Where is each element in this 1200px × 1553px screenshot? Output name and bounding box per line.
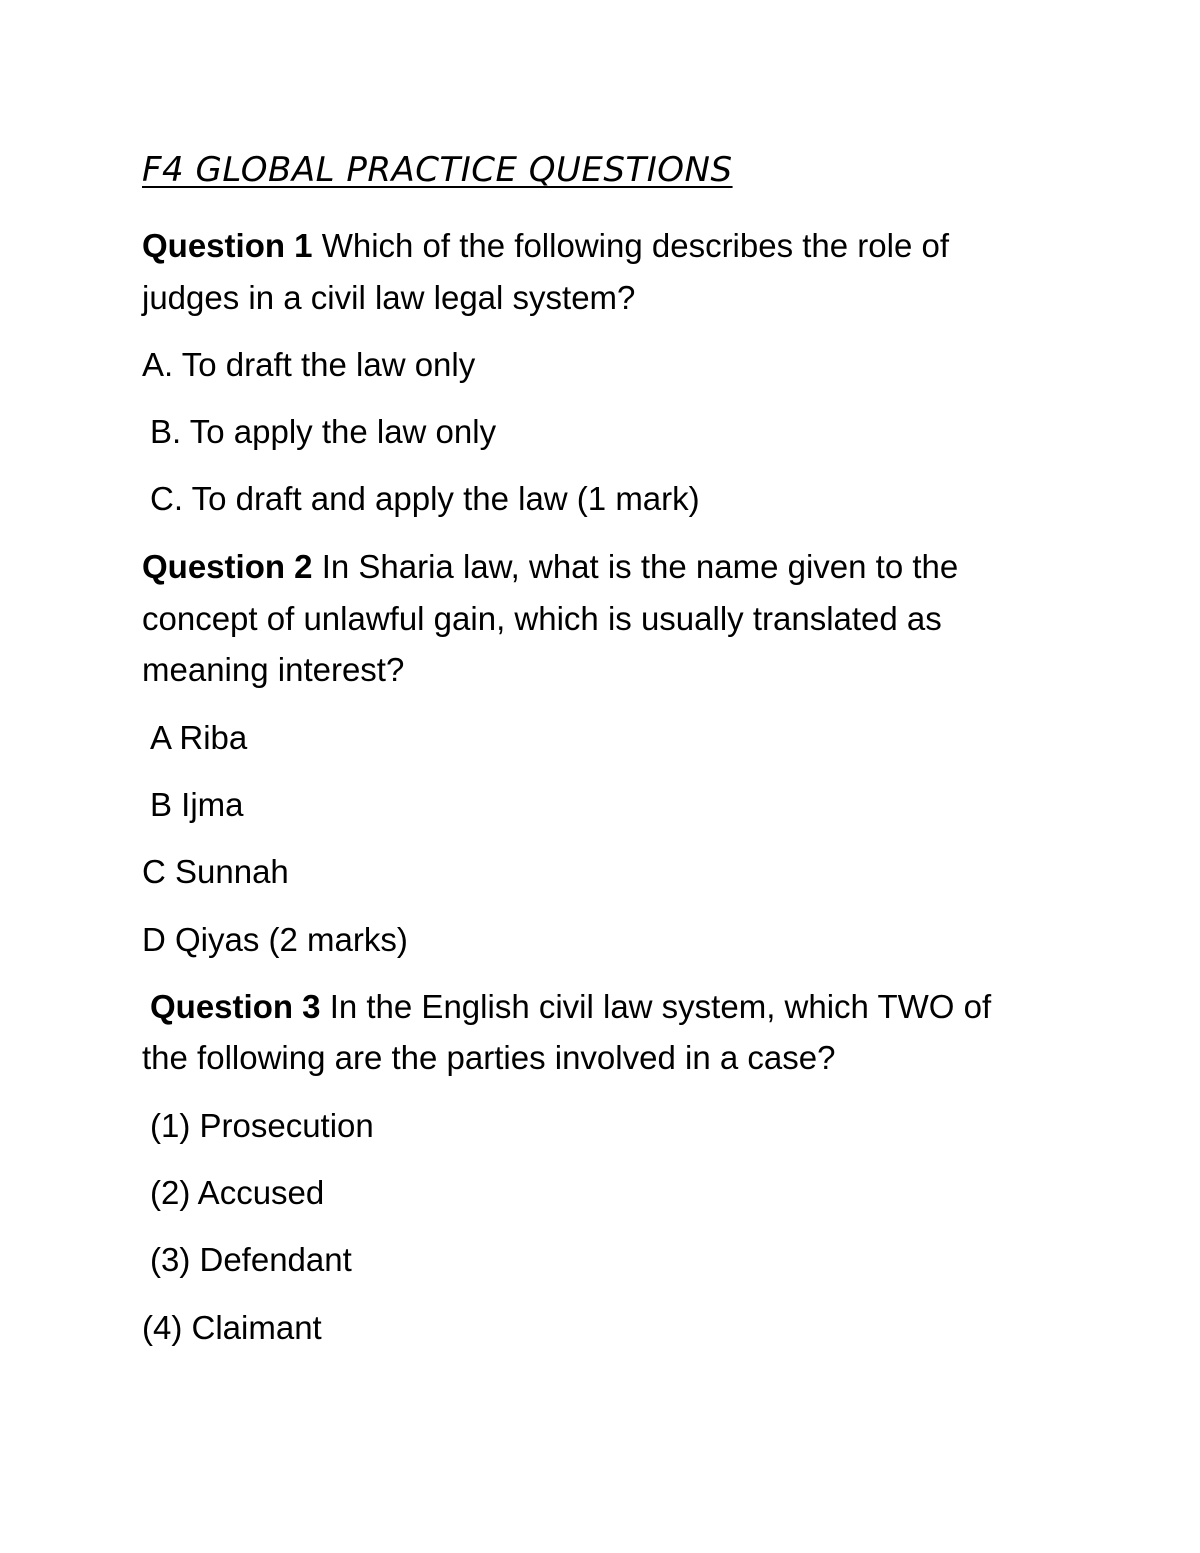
- question-2-label: Question 2: [142, 548, 313, 585]
- question-2-option-b: B Ijma: [150, 786, 244, 823]
- document-title: F4 GLOBAL PRACTICE QUESTIONS: [142, 150, 733, 190]
- question-2-line-1: [142, 543, 958, 591]
- question-1-text-2: judges in a civil law legal system?: [142, 279, 636, 316]
- question-1-option-b: B. To apply the law only: [150, 413, 497, 450]
- question-2-text-2: concept of unlawful gain, which is usually translated as: [142, 600, 942, 637]
- question-1-option-a: A. To draft the law only: [142, 346, 476, 383]
- question-3-option-3: (3) Defendant: [150, 1241, 352, 1278]
- question-2-text-3: meaning interest?: [142, 651, 405, 688]
- question-1-text-1: Which of the following describes the role of: [312, 227, 950, 264]
- question-2-option-c: C Sunnah: [142, 853, 289, 890]
- question-2-option-d: D Qiyas (2 marks): [142, 921, 408, 958]
- question-1-option-c: C. To draft and apply the law (1 mark): [150, 480, 700, 517]
- question-1-line-1: [142, 222, 949, 270]
- question-3-label: Question 3: [150, 988, 321, 1025]
- question-3-text-2: the following are the parties involved in a case?: [142, 1039, 836, 1076]
- question-3-option-1: (1) Prosecution: [150, 1107, 374, 1144]
- question-1-label: Question 1: [142, 227, 313, 264]
- question-3-option-2: (2) Accused: [150, 1174, 325, 1211]
- question-3-option-4: (4) Claimant: [142, 1309, 322, 1346]
- question-3-text-1: In the English civil law system, which TWO of: [320, 988, 992, 1025]
- question-2-option-a: A Riba: [150, 719, 248, 756]
- question-2-text-1: In Sharia law, what is the name given to the: [312, 548, 959, 585]
- question-3-line-1: [150, 983, 991, 1031]
